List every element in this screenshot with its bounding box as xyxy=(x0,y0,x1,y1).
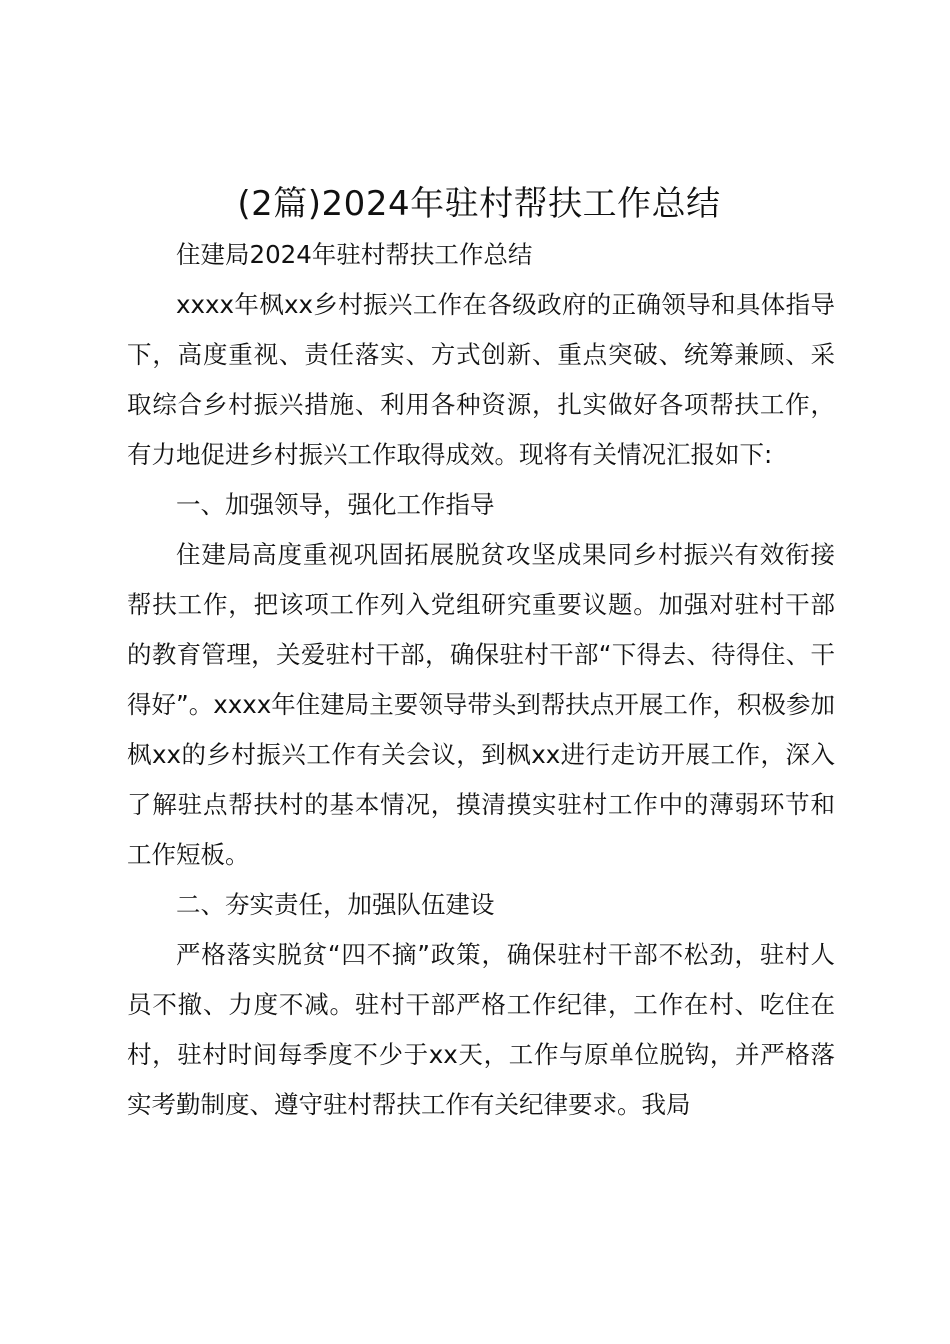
intro-paragraph: xxxx年枫xx乡村振兴工作在各级政府的正确领导和具体指导下，高度重视、责任落实、方式创新、重点突破、统筹兼顾、采取综合乡村振兴措施、利用各种资源，扎实做好各项帮扶工作，有力地促进乡村振兴工作取得成效。现将有关情况汇报如下: xyxy=(127,290,835,469)
section-heading-2: 二、夯实责任，加强队伍建设 xyxy=(176,890,495,919)
document-title: (2篇)2024年驻村帮扶工作总结 xyxy=(237,184,721,224)
document-body xyxy=(127,230,835,1130)
section-2-paragraph: 严格落实脱贫“四不摘”政策，确保驻村干部不松劲，驻村人员不撤、力度不减。驻村干部严格工作纪律，工作在村、吃住在村，驻村时间每季度不少于xx天，工作与原单位脱钩，并严格落实考勤制度、遵守驻村帮扶工作有关纪律要求。我局 xyxy=(127,940,835,1119)
section-1-paragraph: 住建局高度重视巩固拓展脱贫攻坚成果同乡村振兴有效衔接帮扶工作，把该项工作列入党组研究重要议题。加强对驻村干部的教育管理，关爱驻村干部，确保驻村干部“下得去、待得住、干得好”。xxxx年住建局主要领导带头到帮扶点开展工作，积极参加枫xx的乡村振兴工作有关会议，到枫xx进行走访开展工作，深入了解驻点帮扶村的基本情况，摸清摸实驻村工作中的薄弱环节和工作短板。 xyxy=(127,540,835,869)
section-heading-1: 一、加强领导，强化工作指导 xyxy=(176,490,495,519)
subtitle-paragraph: 住建局2024年驻村帮扶工作总结 xyxy=(176,240,533,269)
